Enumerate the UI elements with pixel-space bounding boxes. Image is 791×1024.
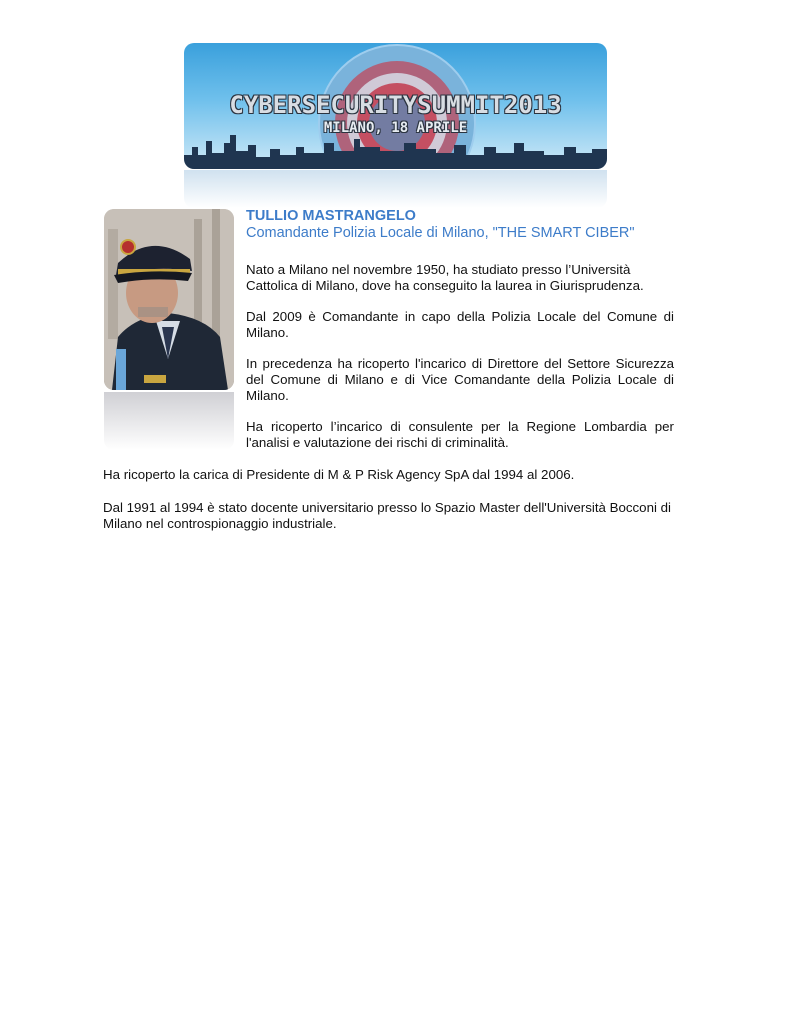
banner-title: CYBERSECURITYSUMMIT2013	[229, 91, 562, 119]
bio-paragraph: Dal 2009 è Comandante in capo della Polizia Locale del Comune di Milano.	[246, 309, 674, 340]
event-banner	[184, 43, 607, 169]
bio-paragraph: In precedenza ha ricoperto l'incarico di Direttore del Settore Sicurezza del Comune di Milano e di Vice Comandante della Polizia Locale di Milano.	[246, 356, 674, 403]
banner-reflection	[184, 170, 607, 208]
profile-role: Comandante Polizia Locale di Milano, "THE SMART CIBER"	[246, 225, 635, 241]
bio-paragraph: Nato a Milano nel novembre 1950, ha studiato presso l’Università Cattolica di Milano, dove ha conseguito la laurea in Giurisprudenza.	[246, 262, 644, 293]
profile-name: TULLIO MASTRANGELO	[246, 208, 416, 224]
banner-subtitle: MILANO, 18 APRILE	[323, 120, 468, 136]
bio-paragraph: Ha ricoperto l’incarico di consulente per la Regione Lombardia per l'analisi e valutazione dei rischi di criminalità.	[246, 419, 674, 450]
bio-paragraph-wide: Dal 1991 al 1994 è stato docente universitario presso lo Spazio Master dell'Università Bocconi di Milano nel controspionaggio industriale.	[103, 500, 671, 531]
portrait-photo	[104, 209, 234, 390]
bio-paragraph-wide: Ha ricoperto la carica di Presidente di M & P Risk Agency SpA dal 1994 al 2006.	[103, 467, 575, 482]
portrait-reflection	[104, 392, 234, 450]
portrait-illustration	[104, 209, 234, 390]
